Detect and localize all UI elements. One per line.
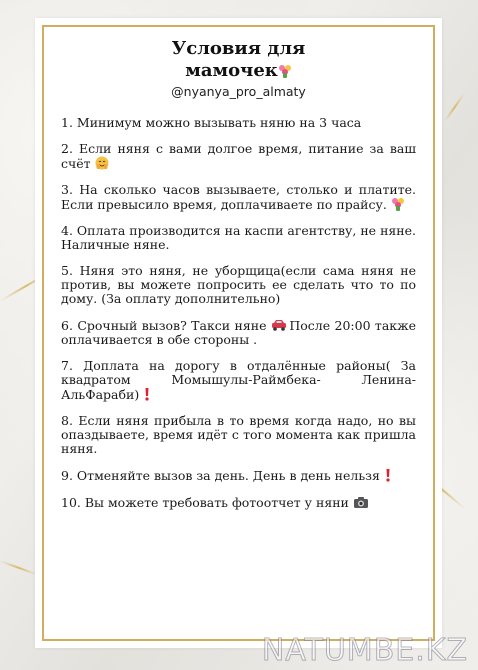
bouquet-icon (391, 197, 405, 211)
marble-vein (444, 93, 465, 121)
list-item-text: После 20:00 также оплачивается в обе стороны . (61, 318, 417, 347)
smiling-face-icon (95, 156, 109, 170)
list-item (61, 224, 416, 252)
list-item (61, 142, 416, 171)
list-item-text: 1. Минимум можно вызывать няню на 3 часа (61, 115, 362, 130)
list-item-text: 10. Вы можете требовать фотоотчет у няни (61, 495, 349, 510)
list-item-text: 4. Оплата производится на каспи агентству, не няне. Наличные няне. (61, 223, 416, 252)
watermark: NATUMBE.KZ (261, 633, 468, 668)
marble-vein (0, 560, 38, 576)
title-line-1: Условия для (171, 38, 306, 59)
list-item (61, 359, 416, 402)
exclamation-icon (143, 387, 157, 401)
list-item (61, 183, 416, 212)
list-item (61, 414, 416, 456)
page-title (35, 38, 442, 82)
list-item-text: 7. Доплата на дорогу в отдалённые районы( За квадратом Момышулы-Раймбека- Ленина-АльФараби) (61, 358, 416, 402)
exclamation-icon (384, 468, 398, 482)
bouquet-icon (278, 64, 292, 78)
list-item-text: 6. Срочный вызов? Такси няне (61, 318, 267, 333)
rules-list (61, 116, 416, 510)
list-item-text: 5. Няня это няня, не уборщица(если сама няня не против, вы можете попросить ее сделать что то по дому. (За оплату дополнительно) (61, 263, 416, 306)
list-item-text: 9. Отменяйте вызов за день. День в день нельзя (61, 468, 380, 483)
car-icon (271, 318, 285, 332)
list-item (61, 495, 416, 510)
list-item-text: 3. На сколько часов вызываете, столько и платите. Если превысило время, доплачиваете по прайсу. (61, 182, 416, 212)
list-item (61, 468, 416, 483)
list-item-text: 2. Если няня с вами долгое время, питание за ваш счёт (61, 141, 416, 171)
title-line-2 (35, 60, 442, 82)
list-item (61, 116, 416, 130)
list-item (61, 318, 416, 347)
list-item-text: 8. Если няня прибыла в то время когда надо, но вы опаздываете, время идёт с того момента как пришла няня. (61, 413, 416, 456)
camera-icon (353, 495, 367, 509)
list-item (61, 264, 416, 306)
title-line-2-text: мамочек (185, 60, 278, 81)
instagram-handle: @nyanya_pro_almaty (171, 84, 306, 99)
rules-card (35, 18, 442, 648)
